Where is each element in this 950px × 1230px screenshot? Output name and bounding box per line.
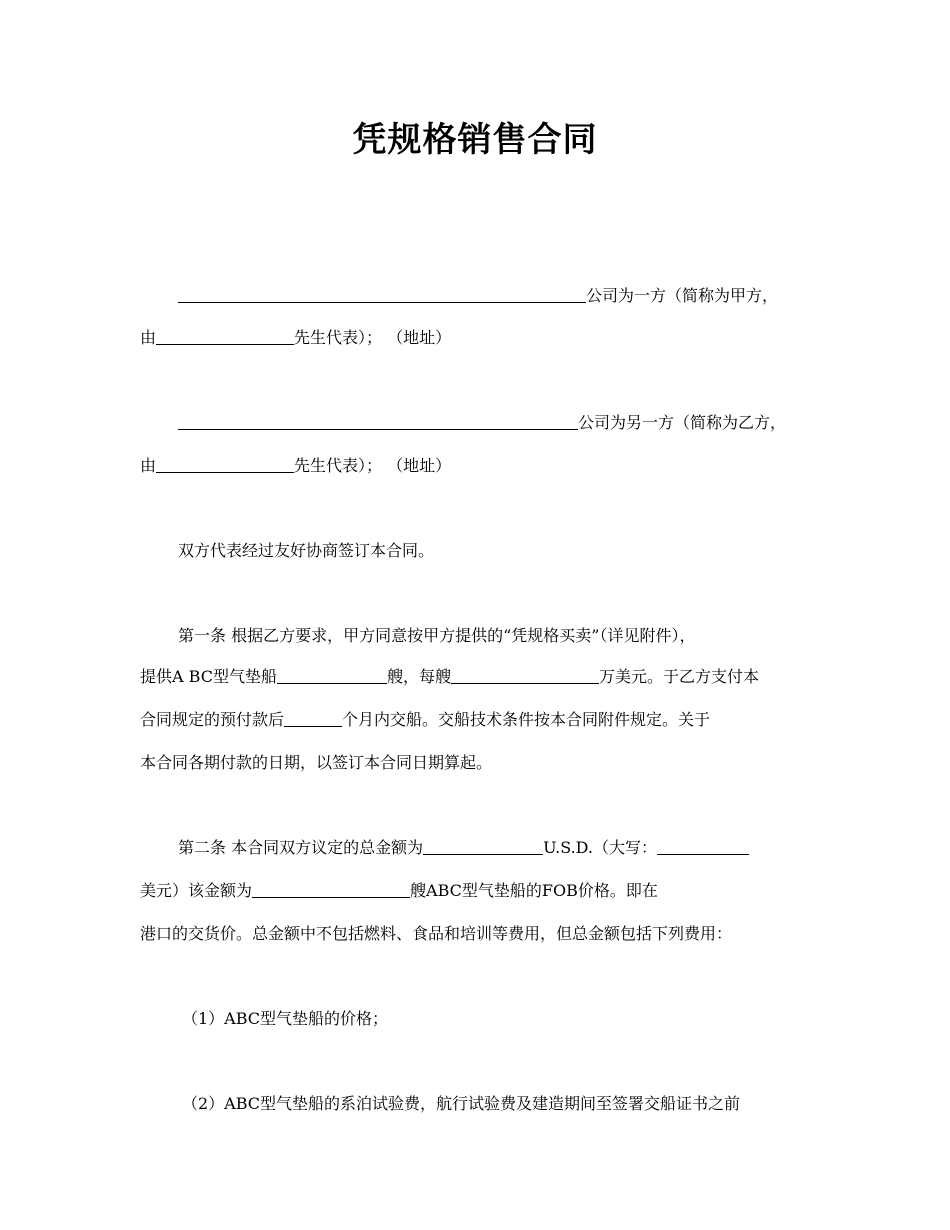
months-blank[interactable] [284,710,342,727]
total-amount-blank[interactable] [423,838,543,855]
company-name-blank[interactable] [178,413,578,430]
vessel-count-blank[interactable] [252,881,410,898]
article-2-line-1: 第二条 本合同双方议定的总金额为 U.S.D.（大写： [178,838,830,858]
party-b-line-1: 公司为另一方（简称为乙方， [178,413,830,433]
unit-price-blank[interactable] [451,667,599,684]
article-1-line-4: 本合同各期付款的日期，以签订本合同日期算起。 [140,753,493,772]
party-b-line-2: 由 先生代表）； （地址） [140,456,452,475]
article-2-line-2: 美元）该金额为 艘ABC型气垫船的FOB价格。即在 [140,881,658,900]
quantity-blank[interactable] [277,667,387,684]
article-2-line-3: 港口的交货价。总金额中不包括燃料、食品和培训等费用，但总金额包括下列费用： [140,924,733,943]
article-1-line-1: 第一条 根据乙方要求，甲方同意按甲方提供的“凭规格买卖”（详见附件）， [178,626,696,645]
party-a-line-1: 公司为一方（简称为甲方， [178,286,830,306]
item-1: （1）ABC型气垫船的价格； [182,1009,389,1028]
intro-paragraph: 双方代表经过友好协商签订本合同。 [178,541,435,560]
representative-blank[interactable] [156,328,294,345]
representative-blank[interactable] [156,456,294,473]
company-name-blank[interactable] [178,286,586,303]
document-title: 凭规格销售合同 [352,120,598,160]
item-2: （2）ABC型气垫船的系泊试验费，航行试验费及建造期间至签署交船证书之前 [182,1094,741,1113]
article-1-line-2: 提供A BC型气垫船 艘，每艘 万美元。于乙方支付本 [140,667,759,686]
party-a-line-2: 由 先生代表）； （地址） [140,328,452,347]
article-1-line-3: 合同规定的预付款后 个月内交船。交船技术条件按本合同附件规定。关于 [140,710,711,729]
amount-in-words-blank[interactable] [657,838,749,855]
